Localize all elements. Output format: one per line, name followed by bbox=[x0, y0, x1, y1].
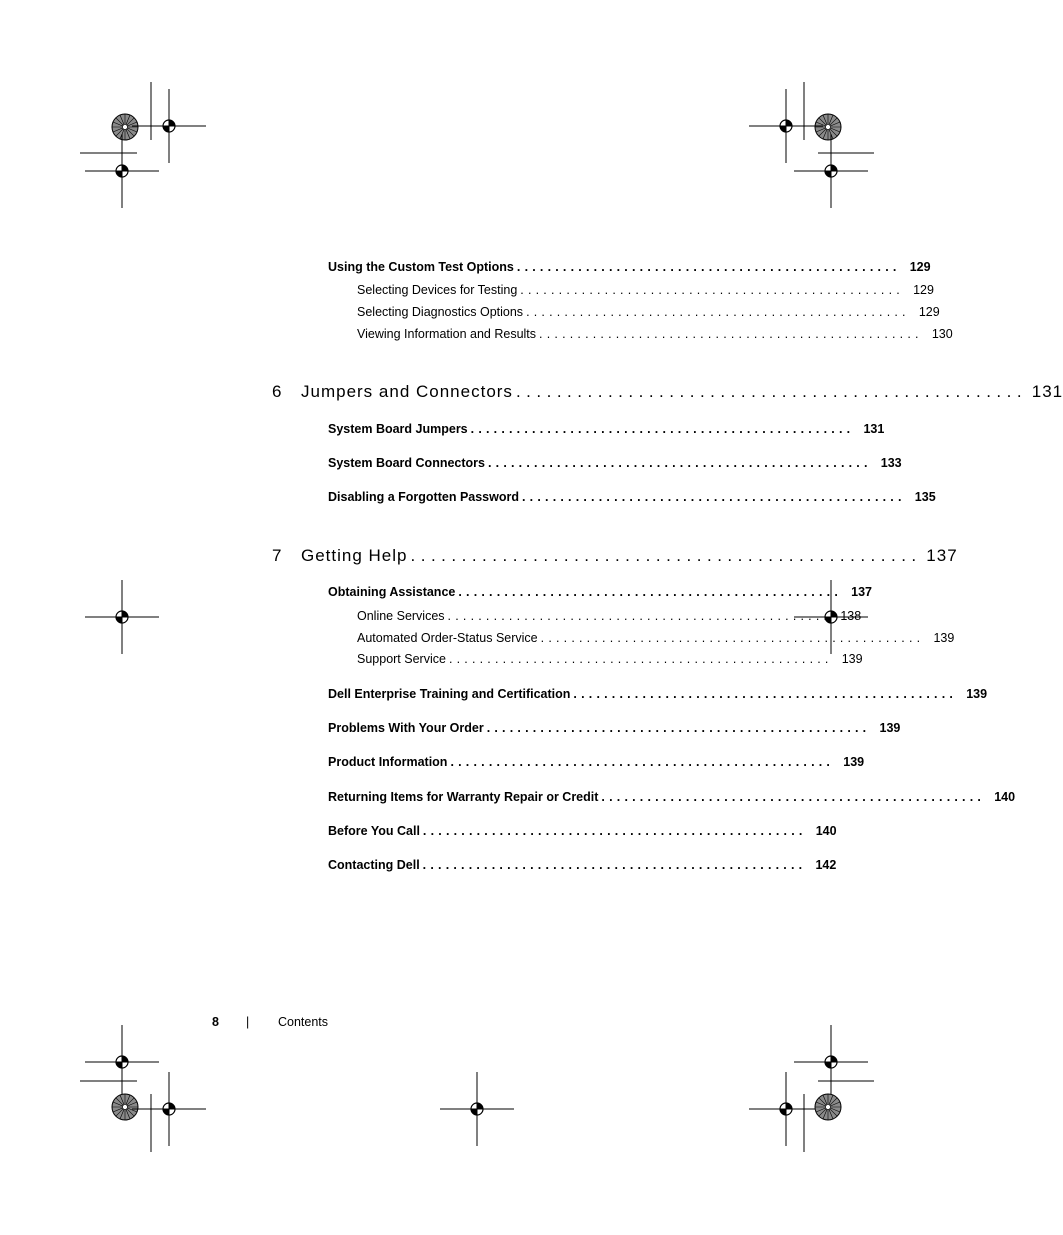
toc-entry-page: 140 bbox=[815, 824, 837, 838]
chapter-page: 131 bbox=[1031, 382, 1063, 401]
toc-entry-page: 135 bbox=[914, 490, 936, 504]
toc-subentry[interactable] bbox=[357, 631, 955, 645]
leader-dots: .................................................. bbox=[450, 755, 835, 769]
toc-entry-page: 139 bbox=[879, 721, 901, 735]
leader-dots: .................................................. bbox=[522, 490, 906, 504]
toc-subentry[interactable] bbox=[357, 609, 862, 623]
toc-entry[interactable] bbox=[328, 755, 865, 769]
toc-chapter[interactable] bbox=[272, 546, 958, 566]
toc-entry-title: System Board Jumpers bbox=[328, 422, 468, 436]
toc-entry-title: Selecting Devices for Testing bbox=[357, 283, 518, 297]
leader-dots: .................................................. bbox=[573, 687, 958, 701]
toc-subentry[interactable] bbox=[357, 305, 940, 319]
leader-dots: .................................................. bbox=[520, 283, 904, 297]
leader-dots: .................................................. bbox=[526, 305, 910, 319]
toc-entry-page: 139 bbox=[843, 755, 865, 769]
toc-entry[interactable] bbox=[328, 585, 872, 599]
toc-entry-title: Viewing Information and Results bbox=[357, 327, 537, 341]
toc-entry-title: Obtaining Assistance bbox=[328, 585, 456, 599]
chapter-page: 137 bbox=[926, 546, 958, 565]
toc-entry-page: 139 bbox=[966, 687, 988, 701]
toc-entry-title: Before You Call bbox=[328, 824, 420, 838]
toc-entry-title: Support Service bbox=[357, 652, 446, 666]
footer-page-number: 8 bbox=[212, 1015, 219, 1029]
toc-entry-page: 140 bbox=[994, 790, 1016, 804]
toc-entry-page: 137 bbox=[851, 585, 872, 599]
toc-entry[interactable] bbox=[328, 456, 902, 470]
toc-entry-title: Selecting Diagnostics Options bbox=[357, 305, 524, 319]
leader-dots: .................................................. bbox=[539, 327, 923, 341]
footer-section-title: Contents bbox=[278, 1015, 329, 1029]
toc-entry[interactable] bbox=[328, 858, 837, 872]
leader-dots: .................................................. bbox=[470, 422, 855, 436]
toc-entry-page: 129 bbox=[913, 283, 934, 297]
toc-entry[interactable] bbox=[328, 422, 885, 436]
toc-entry-title: Automated Order-Status Service bbox=[357, 631, 538, 645]
toc-entry-title: Product Information bbox=[328, 755, 448, 769]
toc-entry[interactable] bbox=[328, 824, 837, 838]
toc-entry-page: 133 bbox=[880, 456, 902, 470]
toc-entry-title: Disabling a Forgotten Password bbox=[328, 490, 519, 504]
toc-entry-title: Problems With Your Order bbox=[328, 721, 484, 735]
toc-entry-page: 142 bbox=[815, 858, 837, 872]
toc-subentry[interactable] bbox=[357, 283, 934, 297]
toc-entry-page: 129 bbox=[909, 260, 931, 274]
toc-entry-page: 129 bbox=[918, 305, 940, 319]
leader-dots: .................................................. bbox=[422, 824, 807, 838]
toc-chapter[interactable] bbox=[272, 382, 1063, 402]
toc-entry-title: Online Services bbox=[357, 609, 445, 623]
leader-dots: .................................................. bbox=[515, 382, 1028, 401]
toc-entry-title: Returning Items for Warranty Repair or Credit bbox=[328, 790, 599, 804]
leader-dots: .................................................. bbox=[487, 456, 872, 470]
leader-dots: .................................................. bbox=[601, 790, 986, 804]
leader-dots: .................................................. bbox=[486, 721, 871, 735]
leader-dots: .................................................. bbox=[516, 260, 901, 274]
toc-entry-page: 139 bbox=[841, 652, 863, 666]
toc-entry-title: Contacting Dell bbox=[328, 858, 420, 872]
chapter-number: 7 bbox=[272, 546, 283, 565]
toc-entry-page: 139 bbox=[933, 631, 955, 645]
toc-entry[interactable] bbox=[328, 260, 931, 274]
toc-entry[interactable] bbox=[328, 490, 936, 504]
toc-entry-title: Using the Custom Test Options bbox=[328, 260, 514, 274]
leader-dots: .................................................. bbox=[458, 585, 842, 599]
toc-entry[interactable] bbox=[328, 721, 901, 735]
chapter-number: 6 bbox=[272, 382, 283, 401]
leader-dots: .................................................. bbox=[447, 609, 832, 623]
toc-entry-title: System Board Connectors bbox=[328, 456, 485, 470]
toc-entry[interactable] bbox=[328, 790, 1016, 804]
toc-entry-page: 138 bbox=[840, 609, 862, 623]
toc-subentry[interactable] bbox=[357, 327, 953, 341]
chapter-title: Getting Help bbox=[301, 546, 408, 565]
chapter-title: Jumpers and Connectors bbox=[301, 382, 513, 401]
toc-entry-page: 130 bbox=[931, 327, 953, 341]
toc-entry[interactable] bbox=[328, 687, 988, 701]
toc-entry-title: Dell Enterprise Training and Certification bbox=[328, 687, 571, 701]
toc-entry-page: 131 bbox=[863, 422, 885, 436]
leader-dots: .................................................. bbox=[422, 858, 807, 872]
footer-separator: | bbox=[246, 1015, 250, 1029]
leader-dots: .................................................. bbox=[410, 546, 922, 565]
leader-dots: .................................................. bbox=[448, 652, 833, 666]
toc-subentry[interactable] bbox=[357, 652, 863, 666]
leader-dots: .................................................. bbox=[540, 631, 925, 645]
